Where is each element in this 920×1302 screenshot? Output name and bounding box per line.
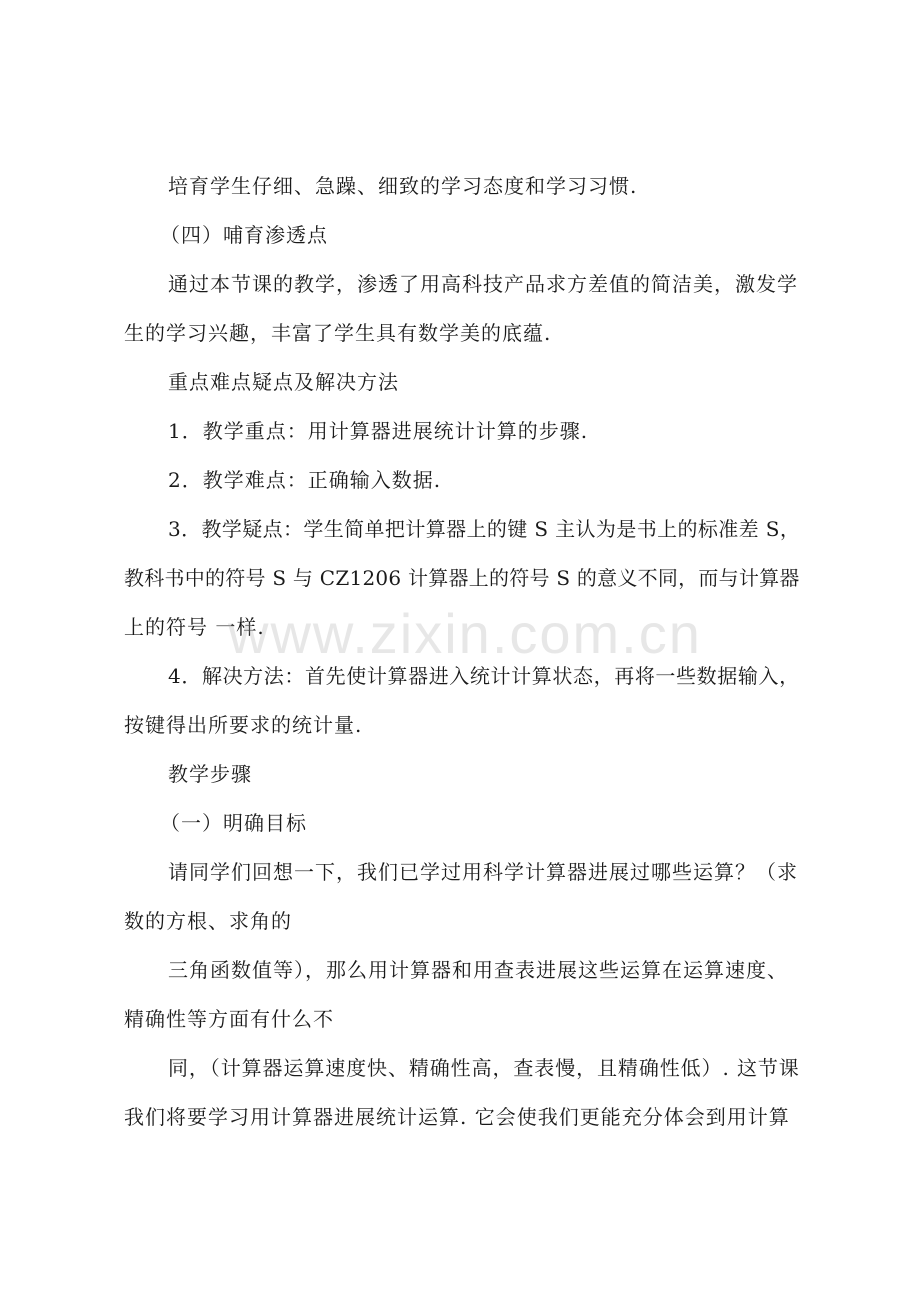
site-watermark: www.zixin.com.cn — [228, 602, 702, 665]
text-line: 我们将要学习用计算器进展统计运算. 它会使我们更能充分体会到用计算 — [124, 1105, 790, 1129]
text-line: 精确性等方面有什么不 — [124, 1007, 334, 1031]
section-heading: 重点难点疑点及解决方法 — [168, 370, 399, 394]
text-line: 3．教学疑点：学生简单把计算器上的键 S 主认为是书上的标准差 S， — [168, 517, 801, 541]
text-line: 培育学生仔细、急躁、细致的学习态度和学习习惯. — [168, 174, 638, 198]
text-line: 同，（计算器运算速度快、精确性高，查表慢，且精确性低）. 这节课 — [168, 1056, 800, 1080]
text-line: 2．教学难点：正确输入数据. — [168, 468, 442, 492]
text-line: 教科书中的符号 S 与 CZ1206 计算器上的符号 S 的意义不同，而与计算器 — [124, 566, 800, 590]
section-heading: （一）明确目标 — [160, 811, 307, 835]
section-heading: 教学步骤 — [168, 762, 252, 786]
text-line: 按键得出所要求的统计量. — [124, 713, 363, 737]
text-line: 通过本节课的教学，渗透了用高科技产品求方差值的简洁美，激发学 — [168, 272, 798, 296]
text-line: 请同学们回想一下，我们已学过用科学计算器进展过哪些运算？（求 — [168, 860, 798, 884]
text-line: 生的学习兴趣，丰富了学生具有数学美的底蕴. — [124, 321, 552, 345]
text-line: 4．解决方法：首先使计算器进入统计计算状态，再将一些数据输入， — [168, 664, 800, 688]
text-line: 上的符号 一样. — [124, 615, 265, 639]
text-line: 1．教学重点：用计算器进展统计计算的步骤. — [168, 419, 589, 443]
section-heading: （四）哺育渗透点 — [160, 223, 328, 247]
text-line: 数的方根、求角的 — [124, 909, 292, 933]
text-line: 三角函数值等），那么用计算器和用查表进展这些运算在运算速度、 — [168, 958, 788, 982]
